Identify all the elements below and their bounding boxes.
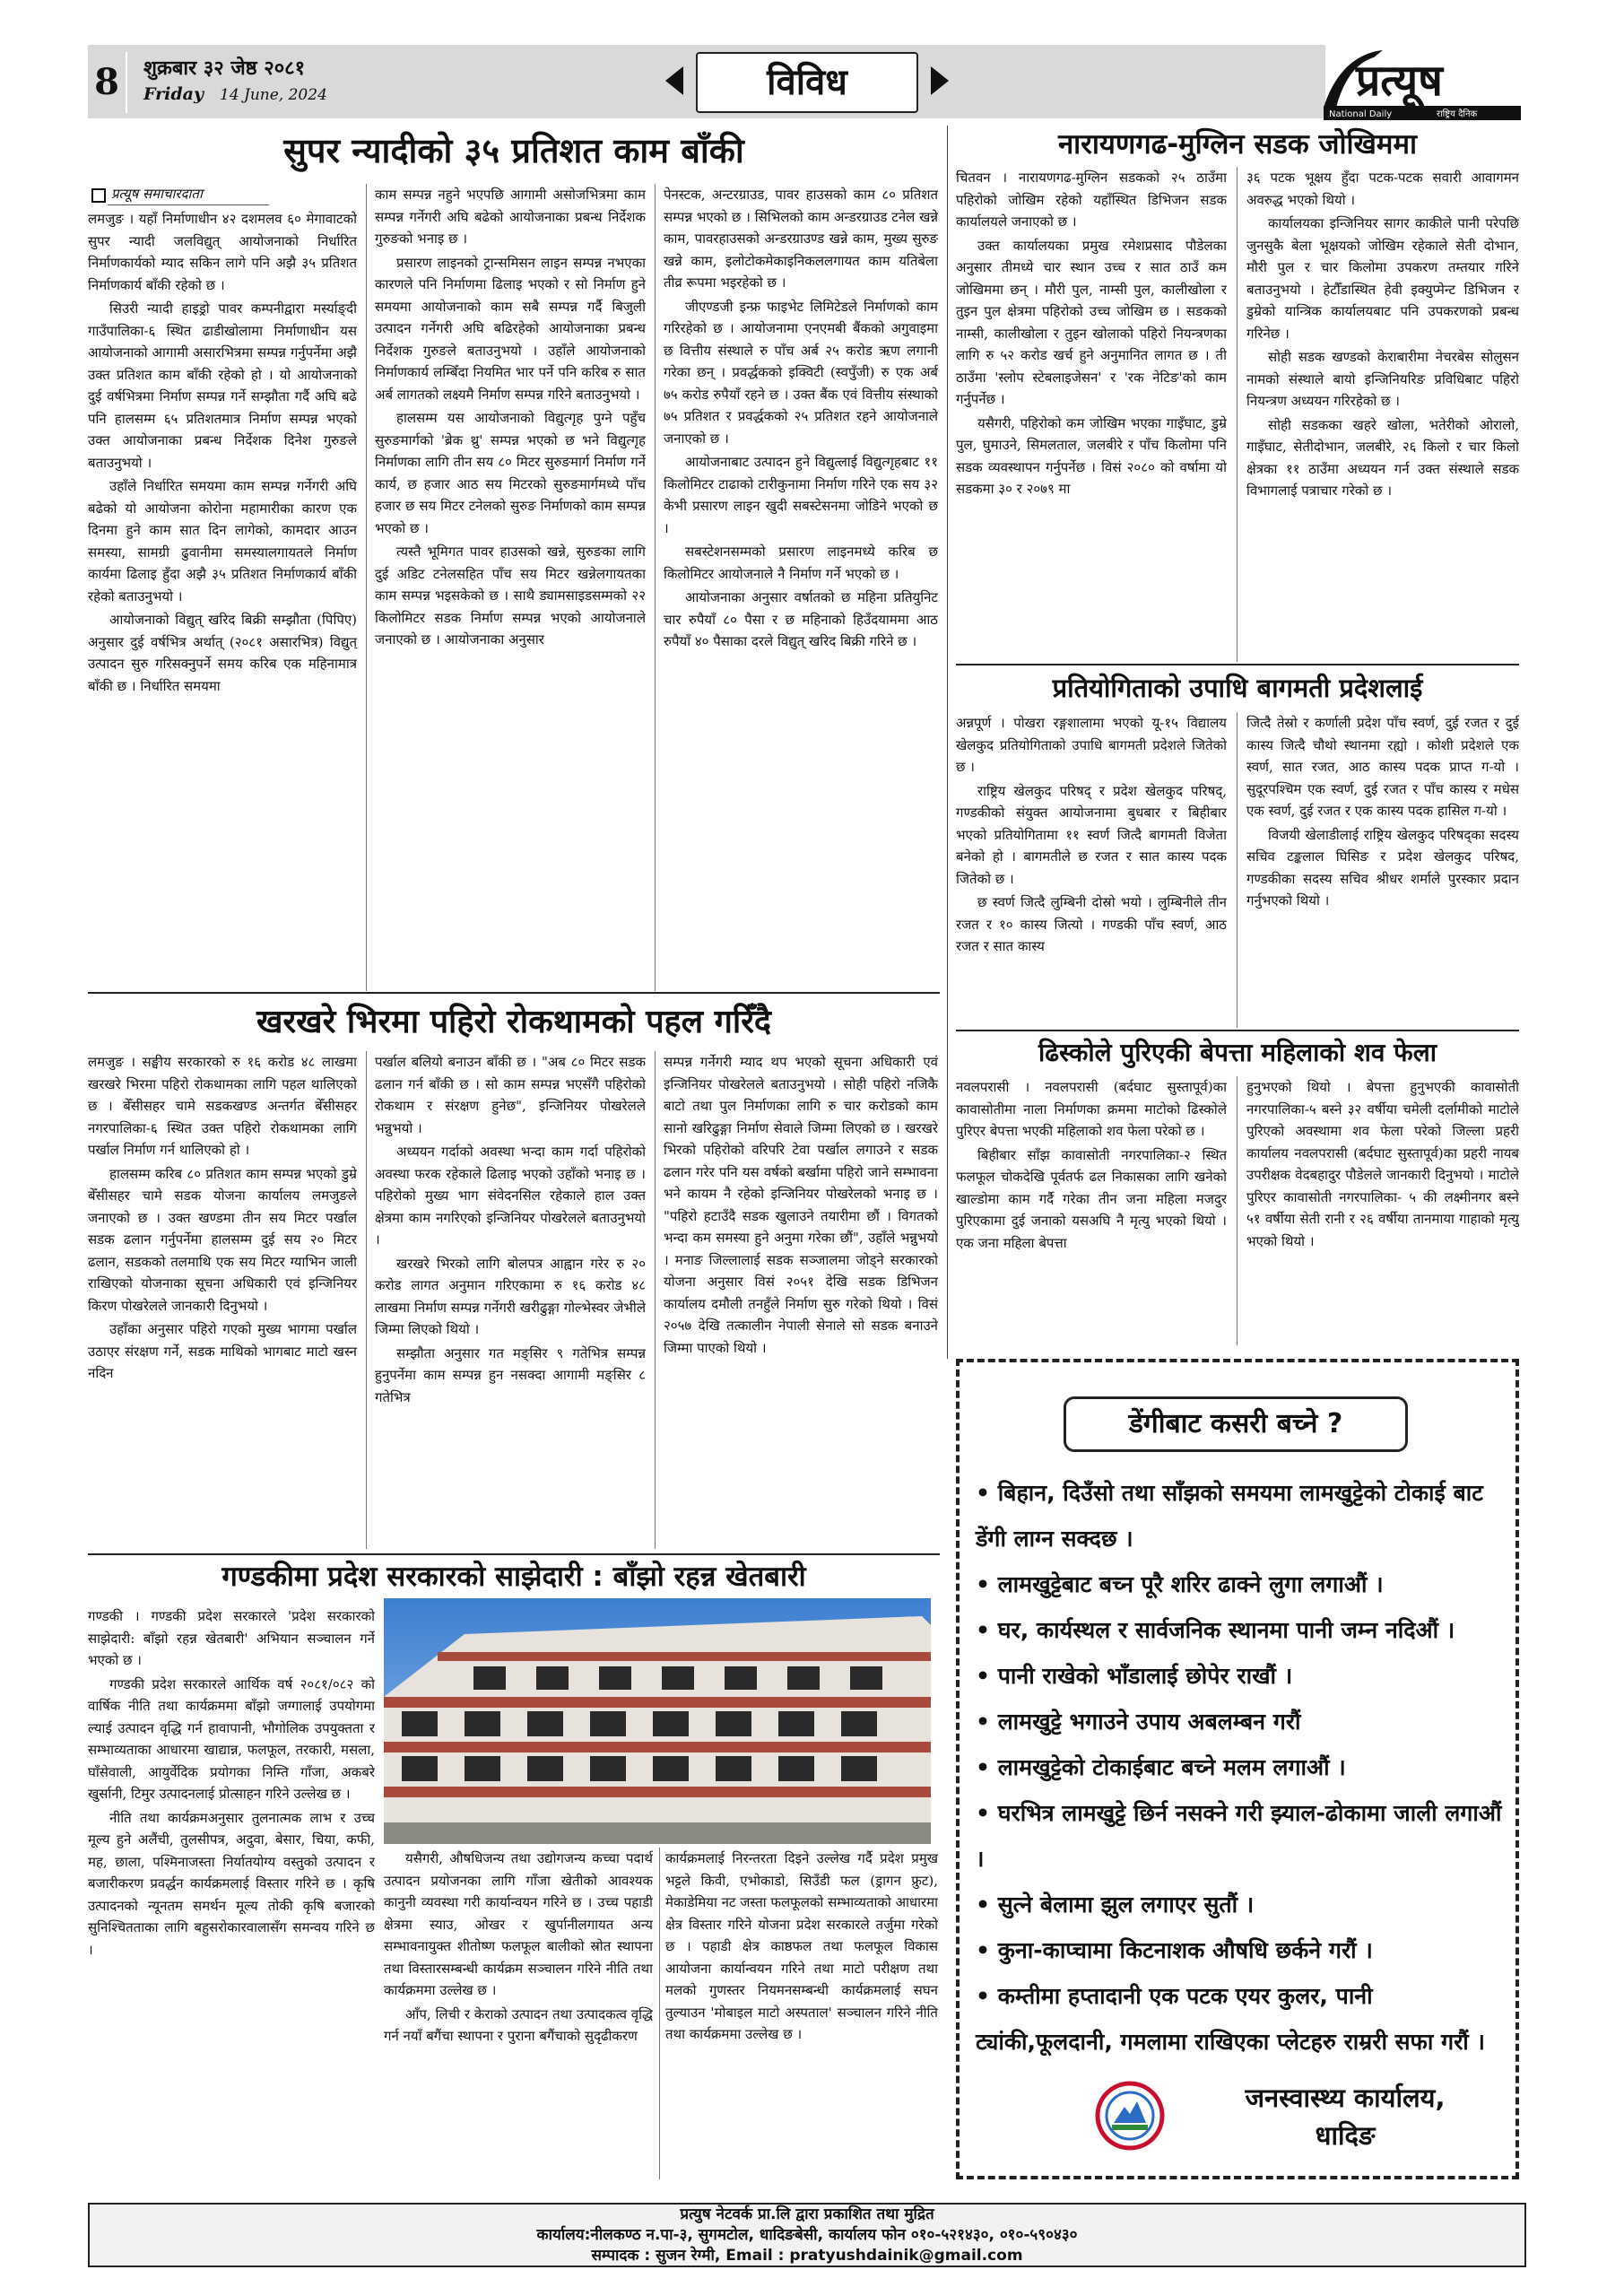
article3-column-3 — [665, 1848, 938, 2179]
page-number: 8 — [88, 52, 127, 113]
list-item: • लामखुट्टेको टोकाईबाट बच्ने मलम लगाऔं । — [976, 1744, 1505, 1790]
paragraph: सम्पन्न गर्नेगरी म्याद थप भएको सूचना अधिकारी एवं इन्जिनियर पोखरेलले बताउनुभयो । सोही पहिरो नजिकै बाटो तथा पुल निर्माणका लागि रु चार करोडको काम सानो खरिढुङ्गा निर्माण सेवाले जिम्मा लिएको छ । खरखरे भिरको पहिरोको वरिपरि टेवा पर्खाल लगाउने र सडक ढलान गरेर पनि यस वर्षको बर्खामा पहिरो जाने सम्भावना भने कायम नै रहेको इन्जिनियर पोखरेलको भनाइ छ । "पहिरो हटाउँदै सडक खुलाउने तयारीमा छौं । विगतको भन्दा कम समस्या हुने अनुमा गरेका छौं", उहाँले भन्नुभयो । मनाङ जिल्लालाई सडक सञ्जालमा जोड्ने सरकारको योजना अनुसार विसं २०५१ देखि सडक डिभिजन कार्यालय दमौली तनहुँले निर्माण सुरु गरेको थियो । विसं २०५७ देखि तत्कालीन नेपाली सेनाले सो सडक बनाउने जिम्मा पाएको थियो । — [664, 1054, 938, 1356]
footer-publisher: प्रत्युष नेटवर्क प्रा.लि द्वारा प्रकाशित तथा मुद्रित — [680, 2205, 934, 2223]
nepal-emblem-icon — [1094, 2080, 1166, 2152]
date-nepali: शुक्रबार ३२ जेष्ठ २०८१ — [143, 57, 306, 80]
article6-column-1 — [956, 1076, 1227, 1345]
paragraph: छ स्वर्ण जित्दै लुम्बिनी दोस्रो भयो । लुम्बिनीले तीन रजत र १० कास्य जित्यो । गण्डकी पाँच स्वर्ण, आठ रजत र सात कास्य — [956, 894, 1227, 954]
list-item: • सुत्ने बेलामा झुल लगाएर सुतौं । — [976, 1882, 1505, 1927]
section-title: विविध — [696, 52, 918, 113]
date-english: 14 June, 2024 — [220, 86, 327, 104]
paragraph: बिहीबार साँझ कावासोती नगरपालिका-२ स्थित फलफूल चोकदेखि पूर्वतर्फ ढल निकासका लागि खनेको खाल्डोमा काम गर्दै गरेका तीन जना महिला मजदुर पुरिएकामा दुई जनाको यसअघि नै मृत्यु भएको थियो । एक जना महिला बेपत्ता — [956, 1146, 1227, 1251]
byline-rule — [108, 204, 269, 205]
article2-headline: खरखरे भिरमा पहिरो रोकथामको पहल गरिँदै — [256, 1004, 772, 1040]
page-divider — [947, 126, 948, 1359]
column-divider — [655, 184, 656, 991]
dengue-notice-box — [956, 1359, 1519, 2179]
list-item: • लामखुट्टेबाट बच्न पूरै शरिर ढाक्ने लुगा लगाऔं । — [976, 1561, 1505, 1607]
list-item: • पानी राखेको भाँडालाई छोपेर राखौं । — [976, 1653, 1505, 1699]
paragraph: सोही सडक खण्डको केराबारीमा नेचरबेस सोलुसन नामको संस्थाले बायो इन्जिनियरिङ प्रविधिबाट पहिरो नियन्त्रण अध्ययन गरिरहेको छ । — [1246, 349, 1519, 409]
paragraph: जित्दै तेस्रो र कर्णाली प्रदेश पाँच स्वर्ण, दुई रजत र दुई कास्य जित्दै चौथो स्थानमा रह्यो । कोशी प्रदेशले एक स्वर्ण, सात रजत, आठ कास्य पदक प्राप्त ग-यो । सुदूरपश्चिम एक स्वर्ण, दुई रजत र पाँच कास्य र मधेस एक स्वर्ण, दुई रजत र एक कास्य पदक हासिल ग-यो । — [1246, 715, 1519, 819]
section-rule — [88, 1553, 940, 1555]
paragraph: नीति तथा कार्यक्रमअनुसार तुलनात्मक लाभ र उच्च मूल्य हुने अलैंची, तुलसीपत्र, अदुवा, बेसार, चिया, कफी, मह, छाला, पश्मिनाजस्ता निर्यातयोग्य वस्तुको उत्पादन र बजारीकरण प्रवर्द्धन कार्यक्रमलाई विस्तार गरिने छ । कृषि उत्पादनको न्यूनतम समर्थन मूल्य तोकी कृषि बजारको सुनिश्चितताका लागि बहुसरोकारवालासँग समन्वय गरिने छ । — [88, 1809, 375, 1958]
column-divider — [366, 1051, 367, 1549]
section-rule — [88, 992, 940, 994]
dengue-tips-list — [976, 1470, 1505, 2065]
signature-line-1: जनस्वास्थ्य कार्यालय, — [1245, 2083, 1446, 2113]
paragraph: पेनस्टक, अन्टरग्राउड, पावर हाउसको काम ८० प्रतिशत सम्पन्न भएको छ । सिभिलको काम अन्डरग्राउड टनेल खन्ने काम, पावरहाउसको अन्डरग्राउण्ड खन्ने काम, मुख्य सुरुङ खन्ने काम, इलोटोकमेकाइनिकललगायत काम यतिबेला तीव्र रूपमा भइरहेको छ । — [664, 187, 938, 291]
paragraph: नवलपरासी । नवलपरासी (बर्दघाट सुस्तापूर्व)का कावासोतीमा नाला निर्माणका क्रममा माटोको ढिस्कोले पुरिएर बेपत्ता भएकी महिलाको शव फेला परेको छ । — [956, 1079, 1227, 1139]
article1-headline: सुपर न्यादीको ३५ प्रतिशत काम बाँकी — [283, 131, 744, 170]
column-divider — [366, 184, 367, 991]
building-photo — [384, 1598, 931, 1844]
paragraph: हालसम्म करिब ८० प्रतिशत काम सम्पन्न भएको डुम्रे बेँसीसहर चामे सडक योजना कार्यालय लमजुङले जनाएको छ । उक्त खण्डमा तीन सय मिटर पर्खाल सडक ढलान गर्नुपर्नेमा हालसम्म दुई सय २० मिटर ढलान, सडकको तलमाथि एक सय मिटर ग्याभिन जाली राखिएको योजनाका सूचना अधिकारी एवं इन्जिनियर किरण पोखरेलले जानकारी दिनुभयो । — [88, 1165, 357, 1314]
arrow-left-icon — [665, 66, 683, 95]
paragraph: आयोजनाका अनुसार वर्षातको छ महिना प्रतियुनिट चार रुपैयाँ ८० पैसा र छ महिनाको हिउँदयाममा आठ रुपैयाँ ४० पैसाका दरले विद्युत् खरिद बिक्री गरिने छ । — [664, 589, 938, 649]
paragraph: लमजुङ । सङ्घीय सरकारको रु १६ करोड ४८ लाखमा खरखरे भिरमा पहिरो रोकथामका लागि पहल थालिएको छ । बेँसीसहर चामे सडकखण्ड अन्तर्गत बेँसीसहर नगरपालिका-६ स्थित उक्त पहिरो रोकथामका लागि पर्खाल निर्माण गर्न थालिएको हो । — [88, 1054, 357, 1158]
article4-column-2 — [1246, 167, 1519, 662]
paragraph: चितवन । नारायणगढ-मुग्लिन सडकको २५ ठाउँमा पहिरोको जोखिम रहेको यहाँस्थित डिभिजन सडक कार्यालयले जनाएको छ । — [956, 170, 1227, 230]
arrow-right-icon — [931, 66, 949, 95]
paragraph: जीएण्डजी इन्फ्र फाइभेट लिमिटेडले निर्माणको काम गरिरहेको छ । आयोजनामा एनएमबी बैंकको अगुवाइमा छ वित्तीय संस्थाले रु पाँच अर्ब २५ करोड ऋण लगानी गरेका छन् । प्रवर्द्धकको इक्विटी (स्वपुँजी) रु एक अर्ब ७५ करोड रुपैयाँ रहने छ । उक्त बैंक एवं वित्तीय संस्थाको ७५ प्रतिशत र प्रवर्द्धकको २५ प्रतिशत रहने आयोजनाले जनाएको छ । — [664, 298, 938, 447]
paragraph: त्यस्तै भूमिगत पावर हाउसको खन्ने, सुरुङका लागि दुई अडिट टनेलसहित पाँच सय मिटर खन्नेलगायतका काम सम्पन्न भइसकेको छ । साथै ड्यामसाइडसम्मको २२ किलोमिटर सडक निर्माण सम्पन्न भएको आयोजनाले जनाएको छ । आयोजनाका अनुसार — [375, 544, 646, 648]
article1-column-2 — [375, 184, 646, 988]
dengue-title: डेंगीबाट कसरी बच्ने ? — [1064, 1396, 1408, 1452]
article2-column-1 — [88, 1051, 357, 1549]
list-item: • कुना-काप्चामा किटनाशक औषधि छर्कने गरौं । — [976, 1927, 1505, 1973]
paragraph: यसैगरी, औषधिजन्य तथा उद्योगजन्य कच्चा पदार्थ उत्पादन प्रयोजनका लागि गाँजा खेतीको आवश्यक कानुनी व्यवस्था गरी कार्यान्वयन गरिने छ । उच्च पहाडी क्षेत्रमा स्याउ, ओखर र खुर्पानीलगायत अन्य सम्भावनायुक्त शीतोष्ण फलफूल बालीको स्रोत स्थापना तथा विस्तारसम्बन्धी कार्यक्रम सञ्चालन गरिने नीति तथा कार्यक्रममा उल्लेख छ । — [384, 1850, 653, 1998]
logo-text: प्रत्यूष — [1356, 56, 1443, 106]
article4-headline: नारायणगढ-मुग्लिन सडक जोखिममा — [1057, 128, 1418, 161]
article1-byline: प्रत्यूष समाचारदाता — [111, 186, 203, 202]
column-divider — [1237, 167, 1238, 662]
article5-headline: प्रतियोगिताको उपाधि बागमती प्रदेशलाई — [1052, 673, 1423, 703]
paragraph: लमजुङ । यहाँ निर्माणाधीन ४२ दशमलव ६० मेगावाटको सुपर न्यादी जलविद्युत् आयोजनाको निर्धारित निर्माणकार्यको म्याद सकिन लागे पनि अझै ३५ प्रतिशत निर्माणकार्य बाँकी रहेको छ । — [88, 211, 357, 293]
paragraph: सोही सडकका खहरे खोला, भतेरीको ओरालो, गाइँघाट, सेतीदोभान, जलबीरे, २६ किलो र चार किलो क्षेत्रका ११ ठाउँमा अध्ययन गर्न उक्त संस्थाले सडक विभागलाई पत्राचार गरेको छ । — [1246, 416, 1519, 499]
article4-column-1 — [956, 167, 1227, 662]
paragraph: आयोजनाबाट उत्पादन हुने विद्युत्लाई विद्युत्गृहबाट ११ किलोमिटर टाढाको टारीकुनामा निर्माण गरिने एक सय ३२ केभी प्रसारण लाइन खुदी सबस्टेसनमा जोडिने भएको छ । — [664, 454, 938, 536]
paragraph: प्रसारण लाइनको ट्रान्समिसन लाइन सम्पन्न नभएका कारणले पनि निर्माणमा ढिलाइ भएको र सो निर्माण हुने समयमा आयोजनाको काम सबै सम्पन्न गर्दै बिजुली उत्पादन गर्नेगरी अघि बढिरहेको आयोजनाका प्रबन्ध निर्देशक गुरुङले बताउनुभयो । उहाँले आयोजनाको निर्माणकार्य लम्बिँदा नियमित भार पर्ने पनि करिब रु सात अर्ब लागतको लक्ष्यमै निर्माण सम्पन्न गरिने बताउनुभयो । — [375, 254, 646, 403]
paragraph: यसैगरी, पहिरोको कम जोखिम भएका गाइँघाट, डुम्रे पुल, घुमाउने, सिमलताल, जलबीरे र पाँच किलोमा पनि सडक व्यवस्थापन गर्नुपर्नेछ । विसं २०८० को वर्षामा यो सडकमा ३० र २०७९ मा — [956, 414, 1227, 497]
column-divider — [1237, 1076, 1238, 1345]
article6-column-2 — [1246, 1076, 1519, 1345]
paragraph: काम सम्पन्न नहुने भएपछि आगामी असोजभित्रमा काम सम्पन्न गर्नेगरी अघि बढेको आयोजनाका प्रबन्ध निर्देशक गुरुङको भनाइ छ । — [375, 187, 646, 247]
article3-column-1 — [88, 1605, 375, 2179]
newspaper-logo — [1320, 45, 1524, 122]
column-divider — [1237, 712, 1238, 1028]
logo-sub-np: राष्ट्रिय दैनिक — [1437, 109, 1478, 119]
footer-address: कार्यालय:नीलकण्ठ न.पा-३, सुगमटोल, धादिङबेसी, कार्यालय फोन ०१०-५२१४३०, ०१०-५९०४३० — [536, 2226, 1078, 2244]
article1-column-1 — [88, 208, 357, 988]
list-item: • घर, कार्यस्थल र सार्वजनिक स्थानमा पानी जम्न नदिऔं । — [976, 1607, 1505, 1653]
list-item: • लामखुट्टे भगाउने उपाय अबलम्बन गरौं — [976, 1699, 1505, 1744]
article5-column-1 — [956, 712, 1227, 1028]
paragraph: सिउरी न्यादी हाइड्रो पावर कम्पनीद्वारा मर्स्याङ्दी गाउँपालिका-६ स्थित ढाडीखोलामा निर्माणाधीन यस आयोजनाको आगामी असारभित्रमा सम्पन्न गर्नुपर्नेमा अझै उक्त प्रतिशत काम बाँकी रहेको हो । यो आयोजनाको दुई वर्षभित्रमा निर्माण सम्पन्न गर्ने सम्झौता गर्दै अघि बढे पनि हालसम्म ६५ प्रतिशतमात्र निर्माण सम्पन्न भएको उक्त आयोजनाका प्रबन्ध निर्देशक दिनेश गुरुङले बताउनुभयो । — [88, 300, 357, 471]
paragraph: गण्डकी । गण्डकी प्रदेश सरकारले 'प्रदेश सरकारको साझेदारी: बाँझो रहन्न खेतबारी' अभियान सञ्चालन गर्ने भएको छ । — [88, 1608, 375, 1668]
paragraph: उहाँका अनुसार पहिरो गएको मुख्य भागमा पर्खाल उठाएर संरक्षण गर्ने, सडक माथिको भागबाट माटो खस्न नदिन — [88, 1321, 357, 1381]
article3-headline: गण्डकीमा प्रदेश सरकारको साझेदारी : बाँझो रहन्न खेतबारी — [221, 1561, 806, 1593]
paragraph: कार्यक्रमलाई निरन्तरता दिइने उल्लेख गर्दै प्रदेश प्रमुख भट्टले किवी, एभोकाडो, सिउँडी फल (ड्रागन फ्रुट), मेकाडेमिया नट जस्ता फलफूलको सम्भाव्यताको आधारमा क्षेत्र विस्तार गरिने योजना प्रदेश सरकारले तर्जुमा गरेको छ । पहाडी क्षेत्र काष्ठफल तथा फलफूल विकास आयोजना कार्यान्वयन गरिने तथा माटो परीक्षण तथा मलको गुणस्तर नियमनसम्बन्धी कार्यक्रमलाई सघन तुल्याउन 'मोबाइल माटो अस्पताल' सञ्चालन गरिने नीति तथा कार्यक्रममा उल्लेख छ । — [665, 1850, 938, 2042]
paragraph: गण्डकी प्रदेश सरकारले आर्थिक वर्ष २०८१/०८२ को वार्षिक नीति तथा कार्यक्रममा बाँझो जग्गालाई उपयोगमा ल्याई उत्पादन वृद्धि गर्न हावापानी, भौगोलिक उपयुक्तता र सम्भाव्यताका आधारमा खाद्यान्न, फलफूल, तरकारी, मसला, घाँसेवाली, आयुर्वेदिक प्रयोगका निम्ति गाँजा, अकबरे खुर्सानी, टिमुर उत्पादनलाई प्रोत्साहन गरिने उल्लेख छ । — [88, 1675, 375, 1802]
paragraph: ३६ पटक भूक्षय हुँदा पटक-पटक सवारी आवागमन अवरुद्ध भएको थियो । — [1246, 170, 1519, 208]
paragraph: राष्ट्रिय खेलकुद परिषद् र प्रदेश खेलकुद परिषद्, गण्डकीको संयुक्त आयोजनामा बुधबार र बिहीबार भएको प्रतियोगितामा ११ स्वर्ण जित्दै बागमती विजेता बनेको हो । बागमतीले छ रजत र सात कास्य पदक जितेको छ । — [956, 782, 1227, 887]
list-item: • बिहान, दिउँसो तथा साँझको समयमा लामखुट्टेको टोकाई बाट डेंगी लाग्न सक्दछ । — [976, 1470, 1505, 1561]
paragraph: सबस्टेशनसम्मको प्रसारण लाइनमध्ये करिब छ किलोमिटर आयोजनाले नै निर्माण गर्ने भएको छ । — [664, 544, 938, 582]
signature-line-2: धादिङ — [1315, 2120, 1376, 2151]
byline-box-icon — [91, 188, 106, 203]
section-rule — [956, 664, 1519, 665]
article6-headline: ढिस्कोले पुरिएकी बेपत्ता महिलाको शव फेला — [1038, 1038, 1437, 1067]
footer-editor: सम्पादक : सुजन रेग्मी, Email : pratyushdainik@gmail.com — [591, 2247, 1023, 2265]
paragraph: अध्ययन गर्दाको अवस्था भन्दा काम गर्दा पहिरोको अवस्था फरक रहेकाले ढिलाइ भएको उहाँको भनाइ छ । पहिरोको मुख्य भाग संवेदनसिल रहेकाले हाल उक्त क्षेत्रमा काम नगरिएको इन्जिनियर पोखरेलले बताउनुभयो । — [375, 1144, 646, 1248]
paragraph: पर्खाल बलियो बनाउन बाँकी छ । "अब ८० मिटर सडक ढलान गर्न बाँकी छ । सो काम सम्पन्न भएसँगै पहिरोको रोकथाम र संरक्षण हुनेछ", इन्जिनियर पोखरेलले भन्नुभयो । — [375, 1054, 646, 1136]
list-item: • घरभित्र लामखुट्टे छिर्न नसक्ने गरी झ्याल-ढोकामा जाली लगाऔं । — [976, 1790, 1505, 1882]
article2-column-3 — [664, 1051, 938, 1549]
paragraph: हुनुभएको थियो । बेपत्ता हुनुभएकी कावासोती नगरपालिका-५ बस्ने ३२ वर्षीया चमेली दर्लामीको माटोले पुरिएको अवस्थामा शव फेला परेको जिल्ला प्रहरी कार्यालय नवलपरासी (बर्दघाट सुस्तापूर्व)का प्रहरी नायब उपरीक्षक वेदबहादुर पौडेलले जानकारी दिनुभयो । माटोले पुरिएर कावासोती नगरपालिका- ५ की लक्ष्मीनगर बस्ने ५१ वर्षीया सेती रानी र २६ वर्षीया तानमाया गाहाको मृत्यु भएको थियो । — [1246, 1079, 1519, 1249]
column-divider — [655, 1051, 656, 1549]
paragraph: हालसम्म यस आयोजनाको विद्युत्गृह पुग्ने पहुँच सुरुङमार्गको 'ब्रेक थ्रु' सम्पन्न भएको छ भने विद्युत्गृह निर्माणका लागि तीन सय ८० मिटर सुरुङमार्ग निर्माण गर्ने कार्य, छ हजार आठ सय मिटरको सुरुङमार्गमध्ये पाँच हजार छ सय मिटर टनेलको सुरुङ निर्माणको काम सम्पन्न भएको छ । — [375, 410, 646, 536]
column-divider — [659, 1848, 660, 2179]
paragraph: आँप, लिची र केराको उत्पादन तथा उत्पादकत्व वृद्धि गर्न नयाँ बगैंचा स्थापना र पुराना बगैंचाको सुदृढीकरण — [384, 2005, 653, 2044]
article5-column-2 — [1246, 712, 1519, 1028]
paragraph: कार्यालयका इन्जिनियर सागर काकीले पानी परेपछि जुनसुकै बेला भूक्षयको जोखिम रहेकाले सेती दोभान, मौरी पुल र चार किलोमा उपकरण तम्तयार गरिने बताउनुभयो । हेटौँडास्थित हेवी इक्युप्मेन्ट डिभिजन र डुम्रेको यान्त्रिक कार्यालयबाट पनि उपकरणको प्रबन्ध गरिनेछ । — [1246, 215, 1519, 342]
paragraph: आयोजनाको विद्युत् खरिद बिक्री सम्झौता (पिपिए) अनुसार दुई वर्षभित्र अर्थात् (२०८१ असारभित्र) विद्युत् उत्पादन सुरु गरिसक्नुपर्ने समय करिब एक महिनामात्र बाँकी छ । निर्धारित समयमा — [88, 612, 357, 694]
paragraph: खरखरे भिरको लागि बोलपत्र आह्वान गरेर रु २० करोड लागत अनुमान गरिएकामा रु १६ करोड ४८ लाखमा निर्माण सम्पन्न गर्नेगरी खरीढुङ्गा गोल्भेस्वर जेभीले जिम्मा लिएको थियो । — [375, 1255, 646, 1337]
article1-column-3 — [664, 184, 938, 988]
paragraph: विजयी खेलाडीलाई राष्ट्रिय खेलकुद परिषद्का सदस्य सचिव टङ्कलाल घिसिङ र प्रदेश खेलकुद परिषद, गण्डकीका सदस्य सचिव श्रीधर शर्माले पुरस्कार प्रदान गर्नुभएको थियो । — [1246, 826, 1519, 909]
paragraph: उहाँले निर्धारित समयमा काम सम्पन्न गर्नेगरी अघि बढेको यो आयोजना कोरोना महामारीका कारण एक दिनमा हुने काम सात दिन लागेको, कामदार आउन समस्या, सामग्री ढुवानीमा समस्यालगायतले निर्माण कार्यमा ढिलाइ हुँदा अझै ३५ प्रतिशत निर्माणकार्य बाँकी रहेको बताउनुभयो । — [88, 478, 357, 604]
list-item: • कम्तीमा हप्तादानी एक पटक एयर कुलर, पानी ट्यांकी,फूलदानी, गमलामा राखिएका प्लेटहरु राम्ररी सफा गरौं । — [976, 1973, 1505, 2065]
day-english: Friday — [143, 84, 204, 104]
paragraph: अन्नपूर्ण । पोखरा रङ्गशालामा भएको यू-१५ विद्यालय खेलकुद प्रतियोगिताको उपाधि बागमती प्रदेशले जितेको छ । — [956, 715, 1227, 775]
logo-sub-en: National Daily — [1329, 109, 1393, 119]
paragraph: उक्त कार्यालयका प्रमुख रमेशप्रसाद पौडेलका अनुसार तीमध्ये चार स्थान उच्च र सात ठाउँ कम जोखिममा छन् । मौरी पुल, नाम्सी पुल, कालीखोला र तुइन पुल क्षेत्रमा पहिरोको उच्च जोखिम छ । सडकको नाम्सी, कालीखोला र तुइन खोलाको पहिरो नियन्त्रणका लागि रु ५२ करोड खर्च हुने अनुमानित लागत छ । ती ठाउँमा 'स्लोप स्टेबलाइजेसन' र 'रक नेटिङ'को काम गर्नुपर्नेछ । — [956, 237, 1227, 407]
article2-column-2 — [375, 1051, 646, 1549]
article3-column-2 — [384, 1848, 653, 2179]
paragraph: सम्झौता अनुसार गत मङ्सिर ९ गतेभित्र सम्पन्न हुनुपर्नेमा काम सम्पन्न हुन नसक्दा आगामी मङ्सिर ८ गतेभित्र — [375, 1344, 646, 1405]
section-rule — [956, 1030, 1519, 1031]
footer — [88, 2203, 1526, 2267]
